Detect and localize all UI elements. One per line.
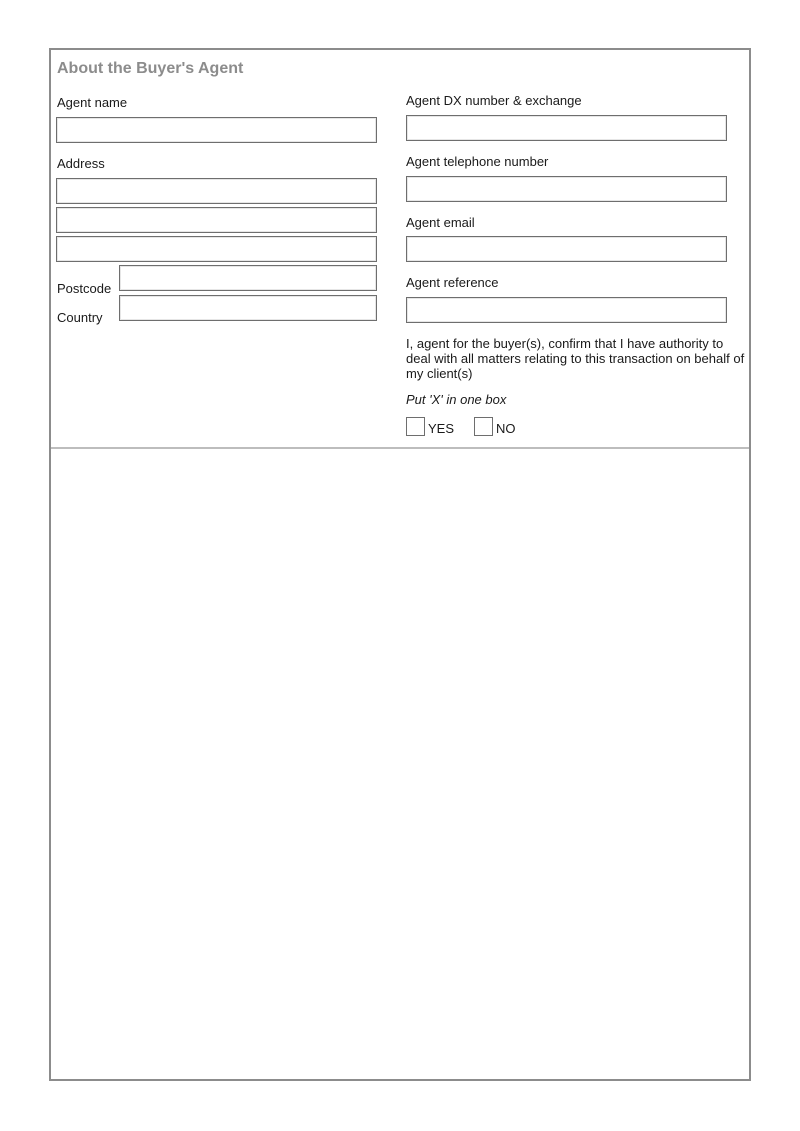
buyers-agent-form [49, 48, 751, 1081]
no-label: NO [496, 421, 516, 436]
instruction-note: Put 'X' in one box [406, 392, 507, 407]
country-field[interactable] [119, 295, 377, 321]
no-checkbox[interactable] [474, 417, 493, 436]
agent-telephone-label: Agent telephone number [406, 154, 549, 169]
address-line1-field[interactable] [56, 178, 377, 204]
section-divider [51, 447, 749, 449]
agent-reference-label: Agent reference [406, 275, 499, 290]
address-label: Address [57, 156, 105, 171]
postcode-label: Postcode [57, 281, 112, 296]
agent-dx-field[interactable] [406, 115, 727, 141]
postcode-field[interactable] [119, 265, 377, 291]
address-line3-field[interactable] [56, 236, 377, 262]
agent-email-label: Agent email [406, 215, 475, 230]
agent-reference-field[interactable] [406, 297, 727, 323]
agent-email-field[interactable] [406, 236, 727, 262]
yes-label: YES [428, 421, 455, 436]
section-title: About the Buyer's Agent [57, 60, 244, 77]
agent-name-field[interactable] [56, 117, 377, 143]
agent-telephone-field[interactable] [406, 176, 727, 202]
yes-checkbox[interactable] [406, 417, 425, 436]
address-line2-field[interactable] [56, 207, 377, 233]
agent-dx-label: Agent DX number & exchange [406, 93, 582, 108]
authority-statement: I, agent for the buyer(s), confirm that I have authority to deal with all matters relating to this transaction on behalf of my client(s) [406, 336, 745, 381]
country-label: Country [57, 310, 103, 325]
agent-name-label: Agent name [57, 95, 128, 110]
